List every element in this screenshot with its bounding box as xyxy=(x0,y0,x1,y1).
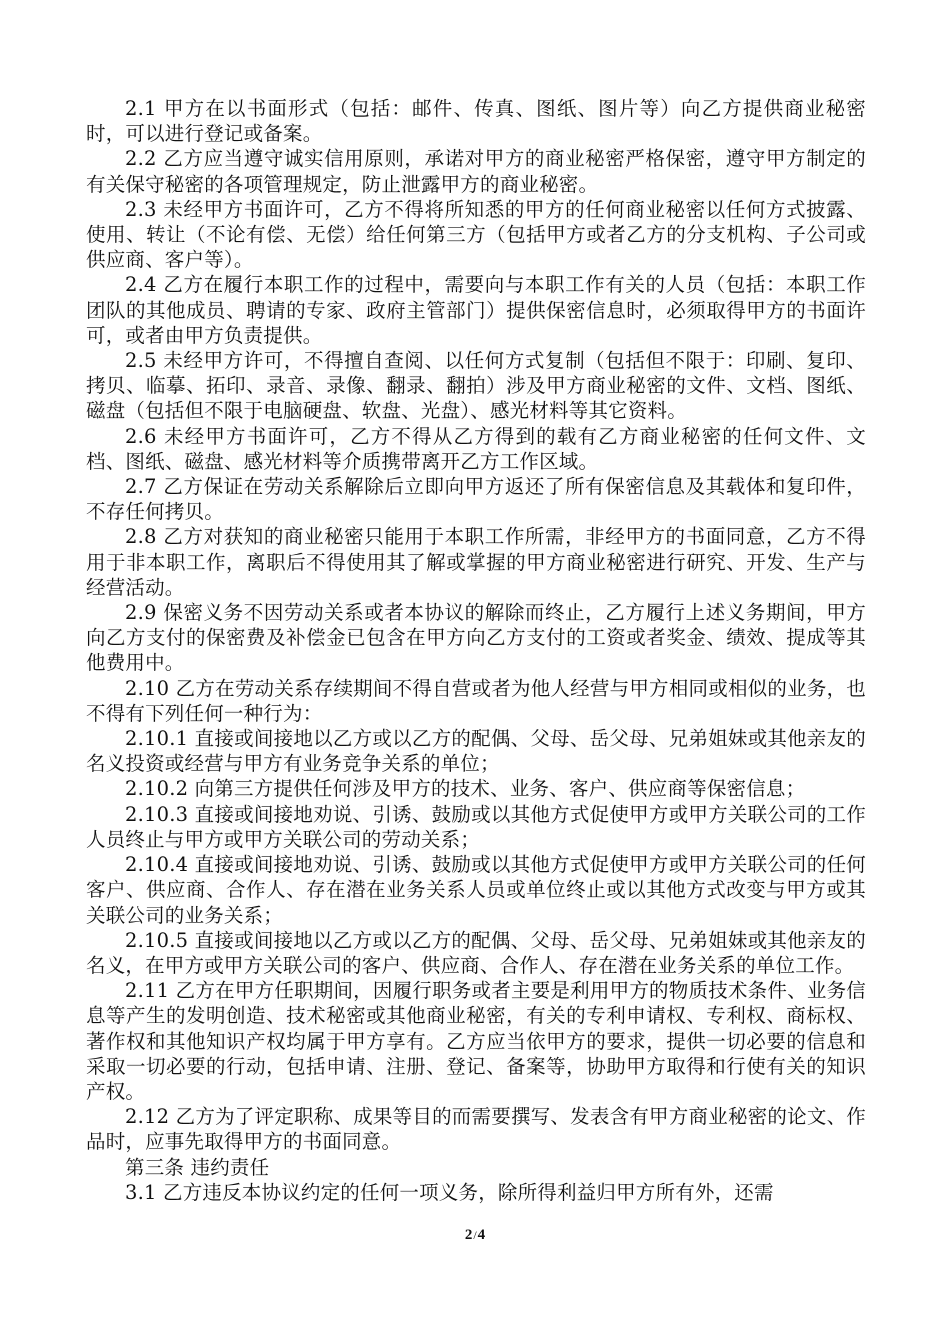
clause-2-5: 2.5 未经甲方许可，不得擅自查阅、以任何方式复制（包括但不限于：印刷、复印、拷贝、临摹、拓印、录音、录像、翻录、翻拍）涉及甲方商业秘密的文件、文档、图纸、磁盘（包括但不限于电脑硬盘、软盘、光盘）、感光材料等其它资料。 xyxy=(86,349,866,423)
clause-2-10: 2.10 乙方在劳动关系存续期间不得自营或者为他人经营与甲方相同或相似的业务，也不得有下列任何一种行为： xyxy=(86,676,866,725)
clause-2-2: 2.2 乙方应当遵守诚实信用原则，承诺对甲方的商业秘密严格保密，遵守甲方制定的有关保守秘密的各项管理规定，防止泄露甲方的商业秘密。 xyxy=(86,147,866,196)
clause-2-10-4: 2.10.4 直接或间接地劝说、引诱、鼓励或以其他方式促使甲方或甲方关联公司的任何客户、供应商、合作人、存在潜在业务关系人员或单位终止或以其他方式改变与甲方或其关联公司的业务关系； xyxy=(86,853,866,927)
clause-2-12: 2.12 乙方为了评定职称、成果等目的而需要撰写、发表含有甲方商业秘密的论文、作品时，应事先取得甲方的书面同意。 xyxy=(86,1105,866,1154)
clause-3-1: 3.1 乙方违反本协议约定的任何一项义务，除所得利益归甲方所有外，还需 xyxy=(125,1180,774,1204)
clause-2-4: 2.4 乙方在履行本职工作的过程中，需要向与本职工作有关的人员（包括：本职工作团队的其他成员、聘请的专家、政府主管部门）提供保密信息时，必须取得甲方的书面许可，或者由甲方负责提供。 xyxy=(86,273,866,347)
clause-2-8: 2.8 乙方对获知的商业秘密只能用于本职工作所需，非经甲方的书面同意，乙方不得用于非本职工作，离职后不得使用其了解或掌握的甲方商业秘密进行研究、开发、生产与经营活动。 xyxy=(86,525,866,599)
clause-2-1: 2.1 甲方在以书面形式（包括：邮件、传真、图纸、图片等）向乙方提供商业秘密时，可以进行登记或备案。 xyxy=(86,97,866,146)
clause-2-11: 2.11 乙方在甲方任职期间，因履行职务或者主要是利用甲方的物质技术条件、业务信息等产生的发明创造、技术秘密或其他商业秘密，有关的专利申请权、专利权、商标权、著作权和其他知识产权均属于甲方享有。乙方应当依甲方的要求，提供一切必要的信息和采取一切必要的行动，包括申请、注册、登记、备案等，协助甲方取得和行使有关的知识产权。 xyxy=(86,979,866,1103)
clause-2-9: 2.9 保密义务不因劳动关系或者本协议的解除而终止，乙方履行上述义务期间，甲方向乙方支付的保密费及补偿金已包含在甲方向乙方支付的工资或者奖金、绩效、提成等其他费用中。 xyxy=(86,601,866,675)
clause-2-7: 2.7 乙方保证在劳动关系解除后立即向甲方返还了所有保密信息及其载体和复印件，不存任何拷贝。 xyxy=(86,475,866,524)
clause-2-10-2: 2.10.2 向第三方提供任何涉及甲方的技术、业务、客户、供应商等保密信息； xyxy=(125,777,806,801)
total-pages-number: 4 xyxy=(477,1227,486,1243)
current-page-number: 2 xyxy=(464,1227,473,1243)
page-number xyxy=(0,1227,950,1244)
page-separator: / xyxy=(473,1228,477,1242)
clause-2-10-5: 2.10.5 直接或间接地以乙方或以乙方的配偶、父母、岳父母、兄弟姐妹或其他亲友的名义，在甲方或甲方关联公司的客户、供应商、合作人、存在潜在业务关系的单位工作。 xyxy=(86,928,866,977)
clause-2-3: 2.3 未经甲方书面许可，乙方不得将所知悉的甲方的任何商业秘密以任何方式披露、使用、转让（不论有偿、无偿）给任何第三方（包括甲方或者乙方的分支机构、子公司或供应商、客户等）。 xyxy=(86,197,866,272)
clause-2-10-3: 2.10.3 直接或间接地劝说、引诱、鼓励或以其他方式促使甲方或甲方关联公司的工作人员终止与甲方或甲方关联公司的劳动关系； xyxy=(86,802,866,851)
clause-2-10-1: 2.10.1 直接或间接地以乙方或以乙方的配偶、父母、岳父母、兄弟姐妹或其他亲友的名义投资或经营与甲方有业务竞争关系的单位； xyxy=(86,727,866,776)
clause-2-6: 2.6 未经甲方书面许可，乙方不得从乙方得到的载有乙方商业秘密的任何文件、文档、图纸、磁盘、感光材料等介质携带离开乙方工作区域。 xyxy=(86,424,866,473)
article-3-heading: 第三条 违约责任 xyxy=(125,1155,270,1179)
document-body xyxy=(86,96,866,1205)
